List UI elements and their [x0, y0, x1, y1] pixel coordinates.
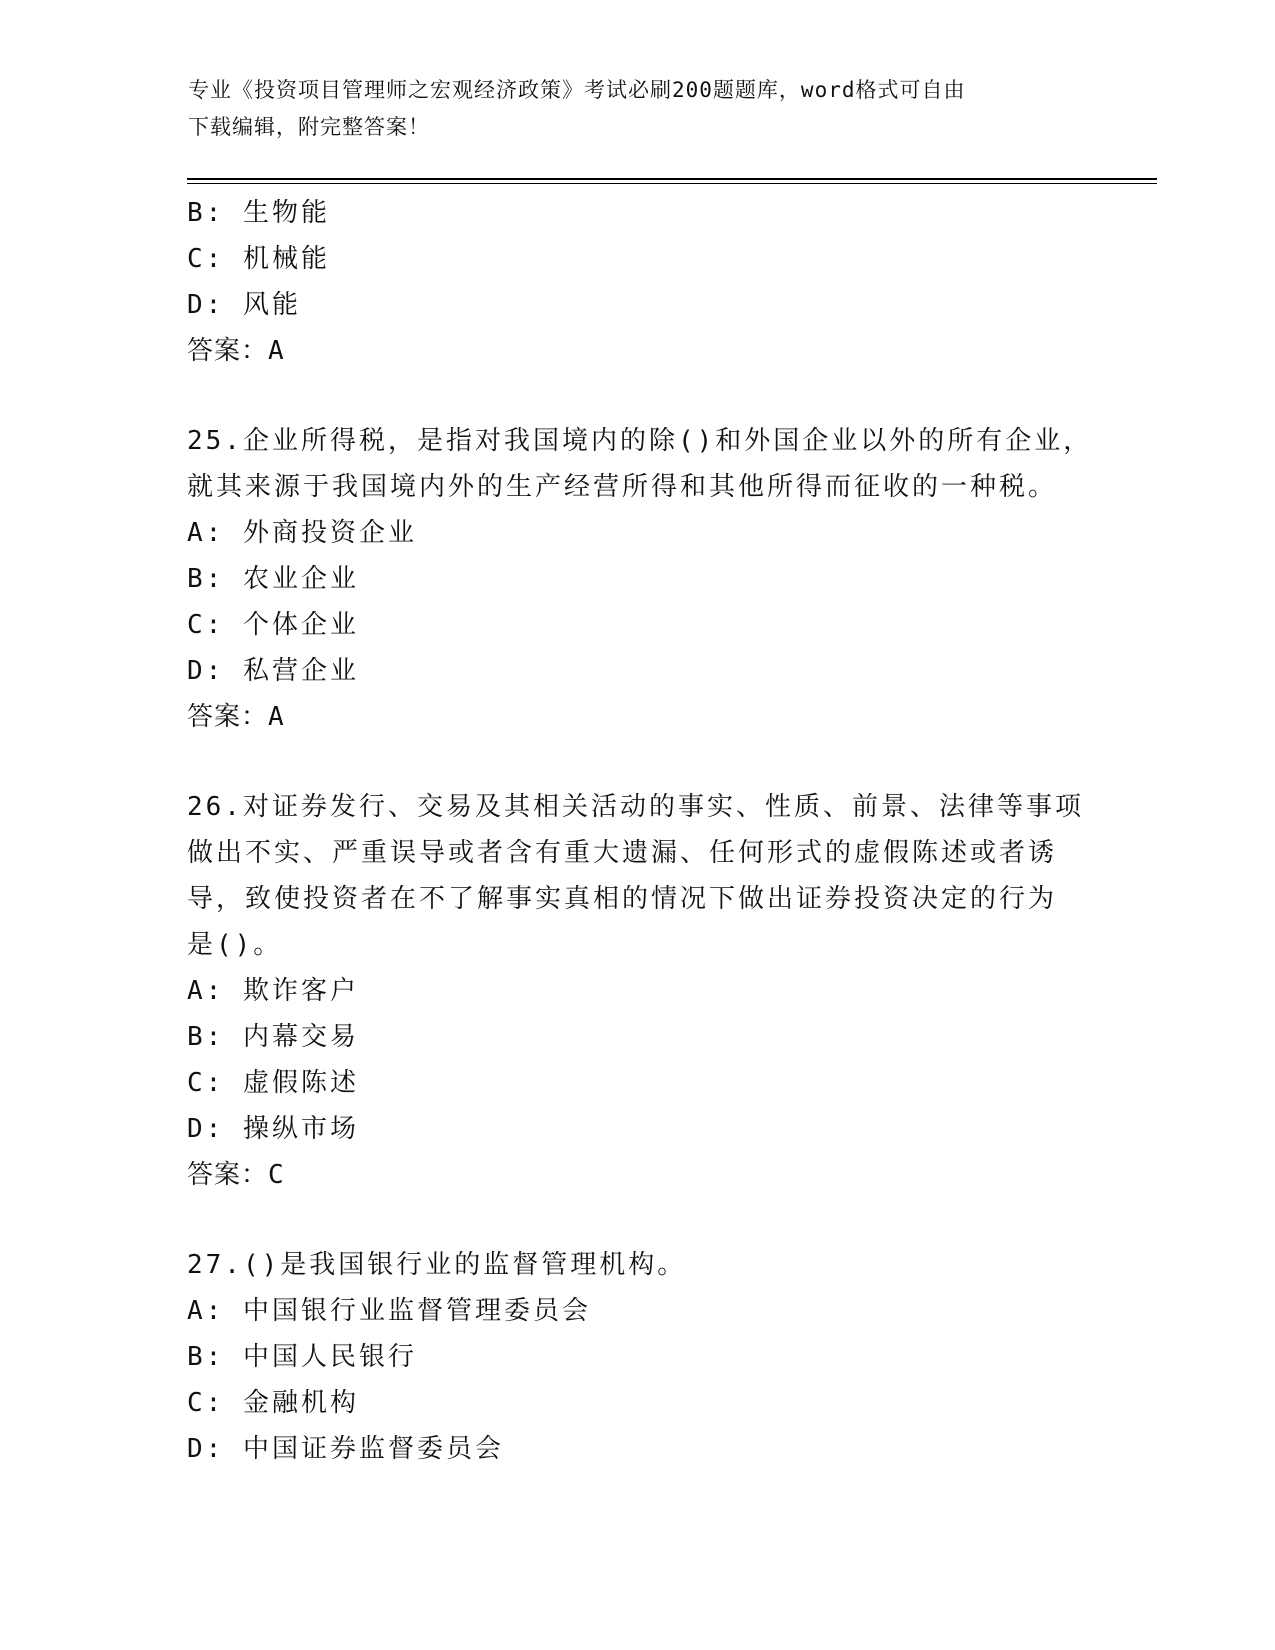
header-line-2: 下载编辑，附完整答案！ [188, 115, 430, 139]
question-25 [187, 418, 1093, 740]
header-rule-thick [187, 178, 1157, 180]
question-27 [187, 1242, 1087, 1472]
header-line-1: 专业《投资项目管理师之宏观经济政策》考试必刷200题题库，word格式可自由 [188, 78, 966, 102]
option-b: B: 内幕交易 [187, 1022, 359, 1052]
option-b: B: 生物能 [187, 198, 330, 228]
option-d: D: 私营企业 [187, 656, 359, 686]
document-header [188, 72, 1088, 146]
question-stem-line: 就其来源于我国境内外的生产经营所得和其他所得而征收的一种税。 [187, 472, 1058, 502]
question-stem-line: 导，致使投资者在不了解事实真相的情况下做出证券投资决定的行为 [187, 884, 1058, 914]
option-c: C: 机械能 [187, 244, 330, 274]
spacer [187, 740, 1087, 784]
question-stem-line: 26.对证券发行、交易及其相关活动的事实、性质、前景、法律等事项 [187, 792, 1084, 822]
option-d: D: 风能 [187, 290, 301, 320]
option-b: B: 农业企业 [187, 564, 359, 594]
question-stem-line: 是()。 [187, 930, 283, 960]
option-b: B: 中国人民银行 [187, 1342, 417, 1372]
option-a: A: 中国银行业监督管理委员会 [187, 1296, 591, 1326]
header-rule-thin [187, 183, 1157, 184]
question-stem-line: 27.()是我国银行业的监督管理机构。 [187, 1250, 687, 1280]
option-d: D: 操纵市场 [187, 1114, 359, 1144]
option-c: C: 虚假陈述 [187, 1068, 359, 1098]
option-a: A: 欺诈客户 [187, 976, 359, 1006]
option-c: C: 个体企业 [187, 610, 359, 640]
question-stem-line: 做出不实、严重误导或者含有重大遗漏、任何形式的虚假陈述或者诱 [187, 838, 1058, 868]
option-d: D: 中国证券监督委员会 [187, 1434, 504, 1464]
answer: 答案：C [187, 1160, 285, 1190]
question-list [187, 190, 1093, 1472]
answer: 答案：A [187, 702, 285, 732]
question-stem-line: 25.企业所得税，是指对我国境内的除()和外国企业以外的所有企业， [187, 426, 1093, 456]
spacer [187, 1198, 1087, 1242]
answer: 答案：A [187, 336, 285, 366]
option-c: C: 金融机构 [187, 1388, 359, 1418]
prev-question [187, 190, 1087, 374]
spacer [187, 374, 1087, 418]
option-a: A: 外商投资企业 [187, 518, 417, 548]
question-26 [187, 784, 1087, 1198]
